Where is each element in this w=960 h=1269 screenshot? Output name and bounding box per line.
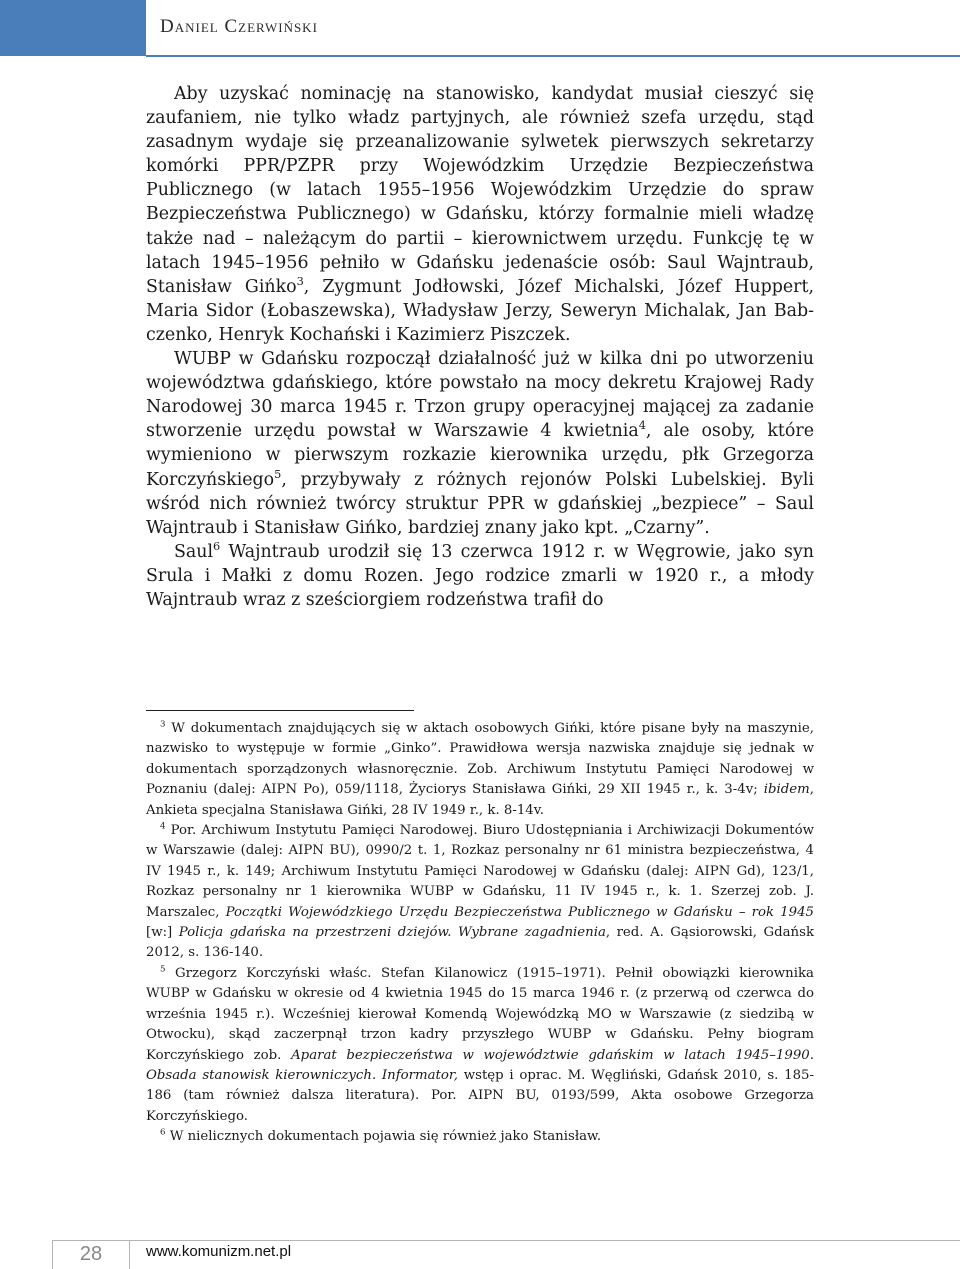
footer-rule xyxy=(130,1240,960,1241)
footnote-4: $^4$ Por. Archiwum Instytutu Pamięci Narodowej. Biuro Udostępniania i Archiwizacji Dokumentów w Warszawie (dalej: AIPN BU), 0990/2 t. 1, Rozkaz personalny nr 61 ministra bezpieczeństwa, 4 IV 1945 r., k. 149; Archiwum Instytutu Pamięci Narodowej w Gdańsku (dalej: AIPN Gd), 123/1, Rozkaz personalny nr 1 kierownika WUBP w Gdańsku, 11 IV 1945 r., k. 1. Szerzej zob. J. Marszalec, Początki Wojewódzkiego Urzędu Bezpieczeństwa Publicznego w Gdańsku – rok 1945 [w:] Policja gdańska na przestrzeni dziejów. Wybrane zagadnienia, red. A. Gąsiorowski, Gdańsk 2012, s. 136-140. xyxy=(146,821,814,961)
page-number: 28 xyxy=(79,1243,103,1265)
header-rule xyxy=(146,55,960,57)
paragraph-1: Aby uzyskać nominację na stanowisko, kandydat musiał cieszyć się zaufaniem, nie tylko władz partyjnych, ale również szefa urzędu, stąd zasadnym wydaje się przeanalizowanie sylwetek pierwszych sekretarzy komórki PPR/PZPR przy Wojewódzkim Urzędzie Bezpieczeństwa Publicznego (w latach 1955–1956 Wojewódzkim Urzędzie do spraw Bezpieczeństwa Publicznego) w Gdańsku, którzy formalnie mieli władzę także nad – należącym do partii – kierownictwem urzędu. Funkcję tę w latach 1945–1956 pełniło w Gdańsku jedenaście osób: Saul Wajntraub, Stanisław Gińko$^3$, Zygmunt Jodłowski, Józef Michalski, Józef Huppert, Maria Sidor (Łobaszewska), Władysław Jerzy, Seweryn Michalak, Jan Babczenko, Henryk Kochański i Kazimierz Piszczek. xyxy=(146,84,814,345)
footnote-ref-4[interactable]: 4 xyxy=(638,419,646,433)
footnote-5: $^5$ Grzegorz Korczyński właśc. Stefan Kilanowicz (1915–1971). Pełnił obowiązki kierownika WUBP w Gdańsku w okresie od 4 kwietnia 1945 do 15 marca 1946 r. (z przerwą od czerwca do września 1945 r.). Wcześniej kierował Komendą Wojewódzką MO w Warszawie (z siedzibą w Otwocku), skąd zaczerpnął trzon kadry przyszłego WUBP w Gdańsku. Pełny biogram Korczyńskiego zob. Aparat bezpieczeństwa w województwie gdańskim w latach 1945–1990. Obsada stanowisk kierowniczych. Informator, wstęp i oprac. M. Węgliński, Gdańsk 2010, s. 185-186 (tam również dalsza literatura). Por. AIPN BU, 0193/599, Akta osobowe Grzegorza Korczyńskiego. xyxy=(146,964,815,1124)
website-link[interactable]: www.komunizm.net.pl xyxy=(146,1243,292,1260)
footnote-ref-3[interactable]: 3 xyxy=(296,274,304,288)
footnote-3: $^3$ W dokumentach znajdujących się w aktach osobowych Gińki, które pisane były na maszynie, nazwisko to występuje w formie „Ginko”. Prawidłowa wersja nazwiska znajduje się jednak w dokumentach sporządzonych własnoręcznie. Zob. Archiwum Instytutu Pamięci Narodowej w Poznaniu (dalej: AIPN Po), 059/1118, Życiorys Stanisława Gińki, 29 XII 1945 r., k. 3-4v; ibidem, Ankieta specjalna Stanisława Gińki, 28 IV 1949 r., k. 8-14v. xyxy=(146,719,814,818)
running-head-author: Daniel Czerwiński xyxy=(160,16,318,37)
paragraph-2: WUBP w Gdańsku rozpoczął działalność już w kilka dni po utworzeniu województwa gdańskiego, które powstało na mocy dekretu Krajowej Rady Narodowej 30 marca 1945 r. Trzon grupy operacyjnej mającej za zadanie stworzenie urzędu powstał w Warszawie 4 kwietnia$^4$, ale osoby, które wymieniono w pierwszym rozkazie kierownika urzędu, płk Grzegorza Korczyńskiego$^5$, przybywały z różnych rejonów Polski Lubelskiej. Byli wśród nich również twórcy struktur PPR w gdańskiej „bezpiece” – Saul Wajntraub i Stanisław Gińko, bardziej znany jako kpt. „Czarny”. xyxy=(146,349,814,538)
footnotes xyxy=(146,719,814,1148)
footnote-6: $^6$ W nielicznych dokumentach pojawia się również jako Stanisław. xyxy=(160,1127,602,1145)
main-text xyxy=(146,82,814,612)
header-color-block xyxy=(0,0,146,56)
footnote-ref-5[interactable]: 5 xyxy=(274,467,282,481)
footnote-ref-6[interactable]: 6 xyxy=(213,539,221,553)
footnote-separator xyxy=(146,710,414,711)
paragraph-3: Saul$^6$ Wajntraub urodził się 13 czerwca 1912 r. w Węgrowie, jako syn Srula i Małki z domu Rozen. Jego rodzice zmarli w 1920 r., a młody Wajntraub wraz z sześciorgiem rodzeństwa trafił do xyxy=(146,539,814,610)
